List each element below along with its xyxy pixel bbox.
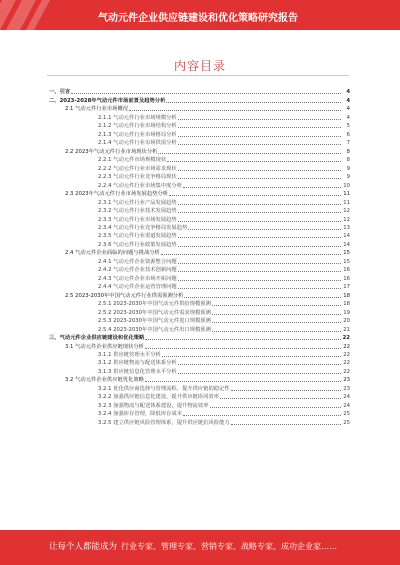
toc-entry[interactable] — [0, 384, 350, 392]
toc-entry-label: 2.4.1 气动元件企业资源整合问题 — [98, 258, 177, 265]
toc-entry-page: 22 — [342, 335, 350, 342]
toc-entry-label: 3.2.1 优化供应商选择与管理流程，提升供应链的稳定性 — [98, 385, 230, 392]
toc-entry-page: 24 — [343, 394, 350, 401]
toc-entry-page: 9 — [346, 165, 350, 172]
toc-entry-page: 4 — [346, 89, 350, 96]
toc-entry[interactable] — [0, 274, 350, 282]
toc-entry-page: 7 — [346, 140, 350, 147]
toc-entry[interactable] — [0, 190, 350, 198]
toc-entry-label: 3.2 气动元件企业供应链优化策略 — [65, 377, 144, 384]
toc-leader-dots — [178, 288, 341, 289]
toc-entry-label: 二、2023-2028年气动元件市场前景及趋势分析 — [49, 97, 166, 104]
table-of-contents — [0, 88, 400, 427]
toc-entry-label: 2.5.4 2023-2030年中国气动元件出口规模预测 — [98, 326, 211, 333]
toc-entry-label: 2.1.4 气动元件行业市场供需分析 — [98, 140, 177, 147]
toc-entry-label: 2.4.4 气动元件企业运营管理问题 — [98, 284, 177, 291]
toc-entry[interactable] — [0, 249, 350, 257]
toc-leader-dots — [169, 195, 341, 196]
report-title: 气动元件企业供应链建设和优化策略研究报告 — [98, 13, 298, 24]
toc-entry[interactable] — [0, 232, 350, 240]
toc-entry[interactable] — [0, 147, 350, 155]
toc-entry-page: 15 — [343, 250, 350, 257]
toc-entry[interactable] — [0, 308, 350, 316]
toc-leader-dots — [178, 373, 341, 374]
toc-leader-dots — [162, 356, 341, 357]
toc-entry-label: 2.3.4 气动元件行业竞争格局发展趋势 — [98, 224, 188, 231]
toc-entry-page: 19 — [343, 309, 350, 316]
toc-entry-page: 16 — [343, 275, 350, 282]
toc-entry[interactable] — [0, 105, 350, 113]
toc-entry[interactable] — [0, 376, 350, 384]
toc-entry-label: 2.3.6 气动元件行业政策发展趋势 — [98, 241, 177, 248]
toc-leader-dots — [212, 331, 341, 332]
toc-entry-label: 3.2.4 加强库存管理，降低库存成本 — [98, 411, 183, 418]
toc-entry[interactable] — [0, 300, 350, 308]
toc-leader-dots — [158, 153, 341, 154]
toc-entry-page: 20 — [343, 318, 350, 325]
toc-entry-page: 4 — [346, 97, 350, 104]
toc-entry-label: 2.3.3 气动元件行业市场发展趋势 — [98, 216, 177, 223]
toc-entry-page: 16 — [343, 267, 350, 274]
toc-entry-page: 4 — [346, 114, 350, 121]
toc-entry-label: 2.5.2 2023-2030年中国气动元件需求规模预测 — [98, 309, 211, 316]
toc-entry[interactable] — [0, 224, 350, 232]
toc-entry[interactable] — [0, 215, 350, 223]
toc-entry-page: 22 — [343, 360, 350, 367]
toc-leader-dots — [220, 398, 341, 399]
toc-leader-dots — [212, 314, 341, 315]
toc-entry-page: 11 — [343, 199, 350, 206]
toc-leader-dots — [178, 136, 341, 137]
toc-entry-page: 4 — [346, 106, 350, 113]
toc-entry-label: 2.5.1 2023-2030年中国气动元件供给规模预测 — [98, 301, 211, 308]
toc-heading: 内容目录 — [173, 59, 226, 73]
toc-entry-page: 23 — [343, 385, 350, 392]
toc-entry-label: 3.2.5 建立供应链风险管理体系，提升供应链抗风险能力 — [98, 419, 230, 426]
toc-entry-page: 17 — [343, 284, 350, 291]
toc-entry[interactable] — [0, 334, 350, 342]
toc-entry-label: 一、引言 — [49, 89, 71, 96]
toc-leader-dots — [178, 246, 341, 247]
toc-entry-page: 5 — [346, 123, 350, 130]
toc-entry-page: 14 — [343, 233, 350, 240]
toc-entry[interactable] — [0, 401, 350, 409]
toc-leader-dots — [178, 237, 341, 238]
toc-entry-page: 8 — [346, 148, 350, 155]
toc-entry-label: 2.2.1 气动元件市场规模现状 — [98, 157, 167, 164]
toc-leader-dots — [178, 221, 341, 222]
toc-entry[interactable] — [0, 96, 350, 104]
toc-leader-dots — [212, 322, 341, 323]
toc-entry[interactable] — [0, 393, 350, 401]
toc-leader-dots — [178, 280, 341, 281]
toc-entry[interactable] — [0, 418, 350, 426]
toc-leader-dots — [178, 212, 341, 213]
toc-entry[interactable] — [0, 367, 350, 375]
toc-leader-dots — [212, 305, 341, 306]
toc-leader-dots — [129, 110, 341, 111]
toc-leader-dots — [178, 127, 341, 128]
toc-entry-page: 12 — [343, 216, 350, 223]
toc-leader-dots — [231, 390, 341, 391]
toc-entry-page: 9 — [346, 174, 350, 181]
toc-entry-page: 12 — [343, 208, 350, 215]
toc-divider — [47, 75, 349, 76]
toc-entry[interactable] — [0, 257, 350, 265]
toc-entry-label: 3.1.2 供应链物流与配送体系分析 — [98, 360, 177, 367]
toc-entry-label: 2.1.3 气动元件行业市场格局分析 — [98, 131, 177, 138]
toc-leader-dots — [166, 102, 341, 103]
toc-entry-page: 6 — [346, 131, 350, 138]
toc-entry[interactable] — [0, 139, 350, 147]
toc-entry-label: 3.1 气动元件企业供应链现状分析 — [65, 343, 144, 350]
toc-entry-page: 22 — [343, 368, 350, 375]
toc-leader-dots — [188, 229, 341, 230]
toc-leader-dots — [183, 187, 341, 188]
toc-entry-label: 3.2.3 加强物流与配送体系建设，提升物流效率 — [98, 402, 209, 409]
toc-entry[interactable] — [0, 317, 350, 325]
toc-entry-label: 3.1.3 供应链信息化管理水平分析 — [98, 368, 177, 375]
toc-entry[interactable] — [0, 291, 350, 299]
toc-entry[interactable] — [0, 410, 350, 418]
toc-entry[interactable] — [0, 198, 350, 206]
toc-entry-label: 三、气动元件企业供应链建设和优化策略 — [49, 335, 145, 342]
toc-entry-label: 2.1.1 气动元件行业市场规模分析 — [98, 114, 177, 121]
toc-entry-page: 8 — [346, 157, 350, 164]
report-footer-banner — [0, 530, 400, 565]
toc-entry-label: 3.2.2 加强供应链信息化建设，提升供应链协同效率 — [98, 394, 220, 401]
toc-entry-label: 2.5 2023-2030年中国气动元件行业供需预测分析 — [65, 292, 184, 299]
toc-entry[interactable] — [0, 351, 350, 359]
toc-leader-dots — [178, 119, 341, 120]
toc-entry-label: 3.1.1 供应链管理水平分析 — [98, 352, 161, 358]
toc-entry[interactable] — [0, 88, 350, 96]
toc-entry-label: 2.5.3 2023-2030年中国气动元件进口规模预测 — [98, 318, 211, 325]
toc-entry[interactable] — [0, 122, 350, 130]
toc-leader-dots — [210, 407, 341, 408]
toc-entry-label: 2.3.5 气动元件行业渠道发展趋势 — [98, 233, 177, 240]
toc-entry-page: 10 — [343, 182, 350, 189]
toc-leader-dots — [178, 144, 341, 145]
toc-entry[interactable] — [0, 266, 350, 274]
toc-entry-page: 23 — [343, 377, 350, 384]
toc-entry-label: 2.2 2023年气动元件行业市场现状分析 — [65, 148, 158, 155]
toc-entry-page: 18 — [343, 301, 350, 308]
toc-entry-label: 2.1 气动元件行业市场概况 — [65, 106, 129, 113]
toc-entry[interactable] — [0, 173, 350, 181]
toc-leader-dots — [184, 297, 341, 298]
toc-leader-dots — [145, 348, 341, 349]
toc-leader-dots — [178, 178, 341, 179]
toc-entry-page: 22 — [343, 352, 350, 358]
toc-entry-label: 2.2.4 气动元件行业市场集中度分析 — [98, 182, 183, 189]
footer-tagline: 行业专家、管理专家、营销专家、战略专家、成功企业家…… — [121, 542, 337, 551]
toc-entry-page: 25 — [343, 419, 350, 426]
toc-leader-dots — [178, 263, 341, 264]
toc-entry-page: 11 — [343, 191, 350, 198]
toc-leader-dots — [178, 364, 341, 365]
toc-entry-page: 24 — [343, 402, 350, 409]
toc-entry[interactable] — [0, 164, 350, 172]
toc-entry-label: 2.1.2 气动元件行业市场结构分析 — [98, 123, 177, 130]
toc-entry[interactable] — [0, 359, 350, 367]
toc-leader-dots — [145, 381, 341, 382]
footer-slogan: 让每个人都能成为 — [49, 542, 118, 552]
toc-entry[interactable] — [0, 181, 350, 189]
toc-entry[interactable] — [0, 207, 350, 215]
toc-entry[interactable] — [0, 113, 350, 121]
toc-entry-label: 2.2.3 气动元件行业竞争格局现状 — [98, 174, 177, 181]
toc-entry-label: 2.4.3 气动元件企业市场开拓问题 — [98, 275, 177, 282]
toc-entry-page: 22 — [343, 343, 350, 350]
toc-entry-page: 18 — [343, 292, 350, 299]
toc-entry[interactable] — [0, 283, 350, 291]
toc-leader-dots — [145, 339, 341, 340]
toc-entry[interactable] — [0, 325, 350, 333]
toc-entry-label: 2.4.2 气动元件企业技术创新问题 — [98, 267, 177, 274]
toc-entry-label: 2.2.2 气动元件行业市场需求现状 — [98, 165, 177, 172]
toc-leader-dots — [71, 93, 341, 94]
toc-entry-label: 2.3.2 气动元件行业技术发展趋势 — [98, 208, 177, 215]
toc-entry[interactable] — [0, 156, 350, 164]
toc-entry-page: 15 — [343, 258, 350, 265]
toc-leader-dots — [178, 204, 341, 205]
toc-leader-dots — [231, 424, 341, 425]
toc-leader-dots — [178, 170, 341, 171]
report-header-banner — [0, 0, 400, 30]
toc-entry-page: 21 — [343, 326, 350, 333]
toc-leader-dots — [183, 415, 341, 416]
toc-entry[interactable] — [0, 342, 350, 350]
toc-leader-dots — [161, 254, 341, 255]
toc-entry[interactable] — [0, 240, 350, 248]
toc-entry-label: 2.4 气动元件企业面临的问题与挑战分析 — [65, 250, 160, 257]
toc-entry-label: 2.3.1 气动元件行业产品发展趋势 — [98, 199, 177, 206]
toc-entry-page: 25 — [343, 411, 350, 418]
toc-entry-page: 13 — [343, 224, 350, 231]
toc-leader-dots — [167, 161, 341, 162]
toc-entry-page: 14 — [343, 241, 350, 248]
toc-entry[interactable] — [0, 130, 350, 138]
toc-leader-dots — [178, 271, 341, 272]
toc-entry-label: 2.3 2023年气动元件行业市场发展趋势分析 — [65, 191, 169, 198]
